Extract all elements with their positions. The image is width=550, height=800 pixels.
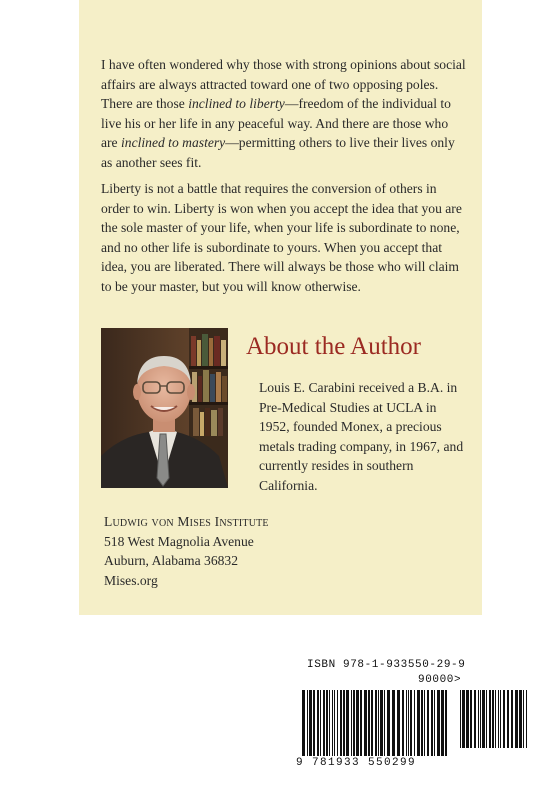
barcode-bar <box>498 690 499 748</box>
author-photo <box>101 328 228 488</box>
p1-emphasis-mastery: inclined to mastery <box>121 135 226 151</box>
ean-digits: 9 781933 550299 <box>296 757 417 769</box>
publisher-street: 518 West Magnolia Avenue <box>104 533 254 549</box>
barcode-bar <box>489 690 491 748</box>
barcode-bar <box>378 690 379 756</box>
barcode-bar <box>507 690 509 748</box>
barcode-bar <box>500 690 501 748</box>
barcode-bar <box>427 690 429 756</box>
barcode-bar <box>482 690 485 748</box>
barcode-bar <box>478 690 479 748</box>
barcode-bar <box>410 690 412 756</box>
publisher-name: Ludwig von Mises Institute <box>104 514 269 529</box>
p2-text: Liberty is not a battle that requires the conversion of others in order to win. Liberty is won when you accept the idea that you are the sole master of your life, when your life is subordinate to none, and no other life is subordinate to yours. When you accept that idea, you are liberated. There will always be those who will claim to be your master, but you will know otherwise. <box>101 181 462 294</box>
barcode-bar <box>334 690 335 756</box>
barcode-image <box>302 690 532 756</box>
barcode-bar <box>462 690 465 748</box>
description-paragraph-2 <box>101 179 466 297</box>
publisher-website: Mises.org <box>104 572 158 588</box>
description-paragraph-1 <box>101 55 466 173</box>
barcode-bar <box>302 690 305 756</box>
barcode-bar <box>368 690 370 756</box>
barcode-bar <box>523 690 524 748</box>
barcode-bar <box>431 690 433 756</box>
barcode-bar <box>406 690 407 756</box>
barcode-bar <box>414 690 415 756</box>
barcode-bar <box>437 690 440 756</box>
barcode-bar <box>408 690 409 756</box>
barcode-bar <box>417 690 420 756</box>
barcode-bar <box>346 690 349 756</box>
barcode-bar <box>337 690 338 756</box>
barcode-bar <box>470 690 472 748</box>
barcode-bar <box>326 690 328 756</box>
barcode-bar <box>317 690 319 756</box>
barcode-bar <box>519 690 522 748</box>
isbn-label: ISBN 978-1-933550-29-9 <box>307 659 466 671</box>
barcode-bar <box>402 690 404 756</box>
barcode-bar <box>380 690 383 756</box>
barcode-bar <box>474 690 476 748</box>
barcode-bar <box>320 690 321 756</box>
barcode-bar <box>392 690 395 756</box>
barcode-bar <box>387 690 390 756</box>
barcode-bar <box>371 690 373 756</box>
barcode-bar <box>460 690 461 748</box>
barcode-bar <box>515 690 518 748</box>
barcode-bar <box>332 690 333 756</box>
author-bio: Louis E. Carabini received a B.A. in Pre-Medical Studies at UCLA in 1952, founded Monex, a precious metals trading company, in 1967, and currently resides in southern California. <box>259 380 464 493</box>
barcode-bar <box>384 690 385 756</box>
barcode-bar <box>526 690 527 748</box>
about-author-heading: About the Author <box>246 333 421 360</box>
barcode-bar <box>323 690 325 756</box>
barcode-bar <box>307 690 308 756</box>
publisher-address <box>104 512 269 590</box>
barcode-bar <box>309 690 312 756</box>
p1-text-b: —freedom of the individual to live his or her life in any peaceful way. And there are those who are <box>101 96 451 151</box>
barcode-bar <box>434 690 435 756</box>
barcode-bar <box>351 690 352 756</box>
p1-emphasis-liberty: inclined to liberty <box>188 96 285 112</box>
barcode-bar <box>356 690 359 756</box>
barcode-bar <box>511 690 513 748</box>
barcode-bar <box>503 690 505 748</box>
barcode-bar <box>421 690 423 756</box>
barcode-bar <box>343 690 345 756</box>
barcode-bar <box>397 690 400 756</box>
publisher-city: Auburn, Alabama 36832 <box>104 553 239 569</box>
barcode-bar <box>441 690 444 756</box>
barcode-bar <box>313 690 315 756</box>
barcode-bar <box>445 690 447 756</box>
barcode-bar <box>329 690 330 756</box>
barcode-bar <box>495 690 496 748</box>
barcode-bar <box>364 690 367 756</box>
barcode-bar <box>353 690 355 756</box>
p1-text-a: I have often wondered why those with strong opinions about social affairs are always attracted toward one of two opposing poles. There are those <box>101 57 466 112</box>
addon-bars <box>460 690 527 748</box>
price-code: 90000> <box>418 674 462 686</box>
barcode-bar <box>480 690 481 748</box>
barcode-bar <box>492 690 494 748</box>
barcode-bar <box>360 690 362 756</box>
barcode-bar <box>375 690 377 756</box>
barcode-bar <box>486 690 487 748</box>
barcode-bar <box>340 690 342 756</box>
barcode-bar <box>424 690 425 756</box>
p1-text-c: —permitting others to live their lives only as another sees fit. <box>101 135 455 170</box>
barcode-bar <box>466 690 469 748</box>
ean-bars <box>302 690 447 756</box>
